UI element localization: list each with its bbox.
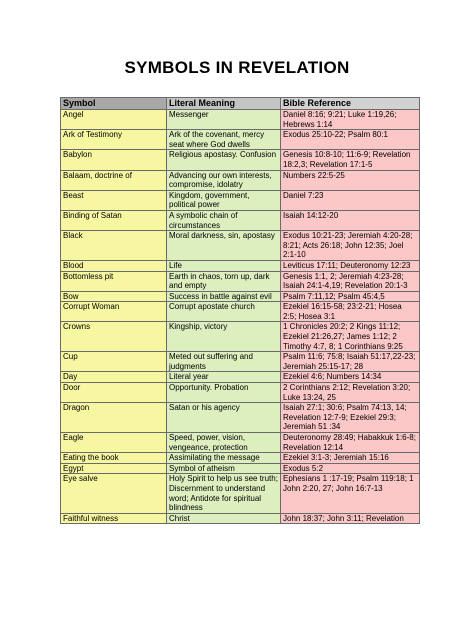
meaning-cell: Assimilating the message: [167, 453, 281, 464]
reference-cell: 1 Chronicles 20:2; 2 Kings 11:12; Ezekiel 21:26,27; James 1:12; 2 Timothy 4:7, 8; 1 Corinthians 9:25: [281, 322, 420, 352]
reference-cell: Numbers 22:5-25: [281, 170, 420, 190]
reference-cell: Ezekiel 4:6; Numbers 14:34: [281, 372, 420, 383]
reference-cell: Exodus 25:10-22; Psalm 80:1: [281, 130, 420, 150]
reference-cell: Ephesians 1 :17-19; Psalm 119:18; 1 John 2:20, 27; John 16:7-13: [281, 474, 420, 513]
reference-cell: Isaiah 14:12-20: [281, 210, 420, 230]
meaning-cell: Life: [167, 260, 281, 271]
reference-cell: Ezekiel 16:15-58; 23:2-21; Hosea 2:5; Hosea 3:1: [281, 302, 420, 322]
table-row: [61, 260, 420, 271]
symbol-cell: Black: [61, 231, 167, 261]
table-row: [61, 513, 420, 524]
meaning-cell: Religious apostasy. Confusion: [167, 150, 281, 170]
table-row: [61, 474, 420, 513]
symbols-table: [60, 97, 420, 524]
meaning-cell: Christ: [167, 513, 281, 524]
meaning-cell: Messenger: [167, 110, 281, 130]
table-row: [61, 322, 420, 352]
meaning-cell: Advancing our own interests, compromise, idolatry: [167, 170, 281, 190]
symbol-cell: Babylon: [61, 150, 167, 170]
table-row: [61, 110, 420, 130]
table-row: [61, 302, 420, 322]
reference-cell: John 18:37; John 3:11; Revelation: [281, 513, 420, 524]
table-row: [61, 231, 420, 261]
table-row: [61, 271, 420, 291]
symbol-cell: Binding of Satan: [61, 210, 167, 230]
table-row: [61, 433, 420, 453]
reference-cell: Genesis 10:8-10; 11:6-9; Revelation 18:2,3; Revelation 17:1-5: [281, 150, 420, 170]
table-row: [61, 403, 420, 433]
table-row: [61, 190, 420, 210]
symbol-cell: Bow: [61, 291, 167, 302]
meaning-cell: A symbolic chain of circumstances: [167, 210, 281, 230]
meaning-cell: Success in battle against evil: [167, 291, 281, 302]
reference-cell: Exodus 5:2: [281, 463, 420, 474]
symbol-cell: Cup: [61, 352, 167, 372]
meaning-cell: Kingdom, government, political power: [167, 190, 281, 210]
meaning-cell: Ark of the covenant, mercy seat where God dwells: [167, 130, 281, 150]
meaning-cell: Literal year: [167, 372, 281, 383]
symbol-cell: Day: [61, 372, 167, 383]
reference-cell: Daniel 7:23: [281, 190, 420, 210]
table-body: [61, 110, 420, 524]
table-row: [61, 352, 420, 372]
meaning-cell: Opportunity. Probation: [167, 383, 281, 403]
symbol-cell: Balaam, doctrine of: [61, 170, 167, 190]
symbol-cell: Corrupt Woman: [61, 302, 167, 322]
table-row: [61, 453, 420, 464]
table-row: [61, 291, 420, 302]
reference-cell: Genesis 1:1, 2; Jeremiah 4:23-28; Isaiah 24:1-4,19; Revelation 20:1-3: [281, 271, 420, 291]
table-row: [61, 170, 420, 190]
table-row: [61, 372, 420, 383]
meaning-cell: Symbol of atheism: [167, 463, 281, 474]
header-symbol: Symbol: [61, 98, 167, 110]
symbol-cell: Eating the book: [61, 453, 167, 464]
meaning-cell: Satan or his agency: [167, 403, 281, 433]
header-bible-reference: Bible Reference: [281, 98, 420, 110]
symbol-cell: Blood: [61, 260, 167, 271]
page-title: SYMBOLS IN REVELATION: [124, 58, 350, 77]
header-literal-meaning: Literal Meaning: [167, 98, 281, 110]
reference-cell: Psalm 7:11,12; Psalm 45:4,5: [281, 291, 420, 302]
reference-cell: Deuteronomy 28:49; Habakkuk 1:6-8; Revelation 12:14: [281, 433, 420, 453]
meaning-cell: Meted out suffering and judgments: [167, 352, 281, 372]
symbol-cell: Egypt: [61, 463, 167, 474]
reference-cell: Isaiah 27:1; 30:6; Psalm 74:13, 14; Revelation 12:7-9; Ezekiel 29:3; Jeremiah 51 :34: [281, 403, 420, 433]
symbol-cell: Angel: [61, 110, 167, 130]
symbol-cell: Beast: [61, 190, 167, 210]
reference-cell: Leviticus 17:11; Deuteronomy 12:23: [281, 260, 420, 271]
table-row: [61, 210, 420, 230]
table-row: [61, 150, 420, 170]
meaning-cell: Speed, power, vision, vengeance, protection: [167, 433, 281, 453]
symbol-cell: Faithful witness: [61, 513, 167, 524]
reference-cell: Daniel 8:16; 9:21; Luke 1:19,26; Hebrews 1:14: [281, 110, 420, 130]
symbol-cell: Crowns: [61, 322, 167, 352]
table-row: [61, 130, 420, 150]
symbol-cell: Bottomless pit: [61, 271, 167, 291]
symbol-cell: Ark of Testimony: [61, 130, 167, 150]
symbol-cell: Eye salve: [61, 474, 167, 513]
meaning-cell: Corrupt apostate church: [167, 302, 281, 322]
meaning-cell: Kingship, victory: [167, 322, 281, 352]
meaning-cell: Moral darkness, sin, apostasy: [167, 231, 281, 261]
symbol-cell: Eagle: [61, 433, 167, 453]
symbol-cell: Dragon: [61, 403, 167, 433]
meaning-cell: Earth in chaos, torn up, dark and empty: [167, 271, 281, 291]
table-header-row: [61, 98, 420, 110]
table-row: [61, 383, 420, 403]
reference-cell: Exodus 10:21-23; Jeremiah 4:20-28; 8:21; Acts 26:18; John 12:35; Joel 2:1-10: [281, 231, 420, 261]
reference-cell: Psalm 11:6; 75:8; Isaiah 51:17,22-23; Jeremiah 25:15-17; 28: [281, 352, 420, 372]
symbol-cell: Door: [61, 383, 167, 403]
meaning-cell: Holy Spirit to help us see truth; Discernment to understand word; Antidote for spiritual blindness: [167, 474, 281, 513]
reference-cell: Ezekiel 3:1-3; Jeremiah 15:16: [281, 453, 420, 464]
table-row: [61, 463, 420, 474]
reference-cell: 2 Corinthians 2:12; Revelation 3:20; Luke 13:24, 25: [281, 383, 420, 403]
